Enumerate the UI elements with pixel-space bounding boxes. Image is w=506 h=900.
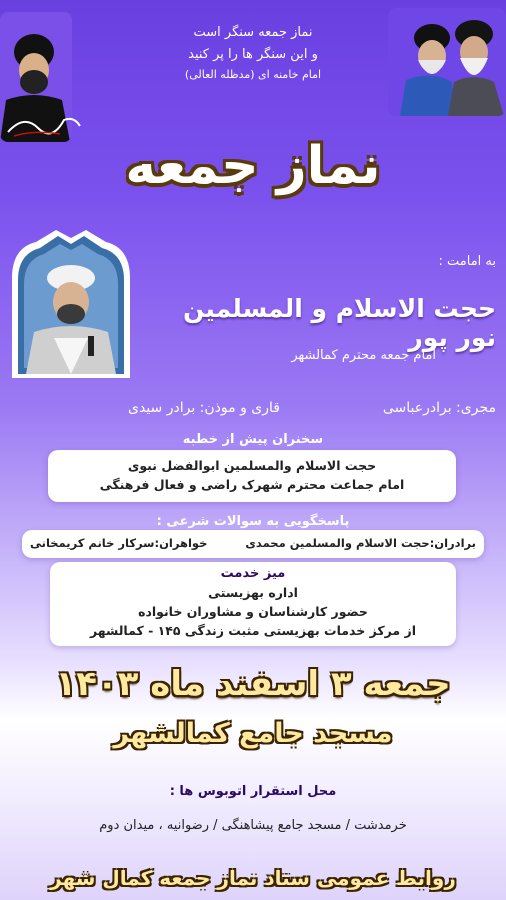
leaders-portrait (388, 8, 506, 116)
imam-photo-image (6, 228, 136, 378)
quote-line-1: نماز جمعه سنگر است (193, 25, 313, 40)
imam-name: حجت الاسلام و المسلمین نور پور (182, 294, 496, 352)
quote-attribution: امام خامنه ای (مدظله العالی) (184, 68, 322, 82)
religious-qa-card (22, 530, 484, 558)
leaders-portrait-image (388, 8, 506, 116)
religious-qa-heading: پاسخگویی به سوالات شرعی : (156, 514, 350, 529)
religious-qa-brothers: برادران:حجت الاسلام والمسلمین محمدی (245, 536, 476, 550)
event-venue: مسجد جامع کمالشهر (113, 718, 393, 749)
pre-sermon-speaker: حجت الاسلام والمسلمین ابوالفضل نبوی (127, 458, 377, 473)
pre-sermon-speaker-role: امام جماعت محترم شهرک راضی و فعال فرهنگی (99, 477, 405, 492)
reciter-label: قاری و موذن: برادر سیدی (128, 400, 280, 416)
footer-credit: روابط عمومی ستاد نماز جمعه کمال شهر (50, 866, 456, 890)
by-leadership-label: به امامت : (438, 254, 496, 269)
quote-line-2: و این سنگر ها را پر کنید (188, 47, 318, 63)
bus-stops: خرمدشت / مسجد جامع پیشاهنگی / رضوانیه ، میدان دوم (99, 818, 407, 833)
presenter-label: مجری: برادرعباسی (382, 400, 496, 416)
leader-quote (120, 22, 386, 85)
pre-sermon-heading: سخنران پیش از خطبه (182, 432, 324, 447)
event-date: جمعه ۳ اسفند ماه ۱۴۰۳ (55, 664, 451, 704)
service-desk-line-3: از مرکز خدمات بهزیستی مثبت زندگی ۱۴۵ - کمالشهر (89, 623, 417, 638)
pre-sermon-card (48, 450, 456, 502)
bus-heading: محل استقرار اتوبوس ها : (169, 784, 337, 799)
imam-photo-frame (6, 228, 136, 378)
religious-qa-sisters: خواهران:سرکار خانم کریمخانی (30, 536, 208, 550)
page-title: نماز جمعه (125, 136, 381, 196)
service-desk-line-2: حضور کارشناسان و مشاوران خانواده (138, 604, 368, 619)
service-desk-line-1: اداره بهزیستی (208, 585, 298, 600)
service-desk-card (50, 562, 456, 646)
service-desk-heading: میز خدمت (220, 566, 286, 581)
imam-role: امام جمعه محترم کمالشهر (291, 348, 436, 363)
